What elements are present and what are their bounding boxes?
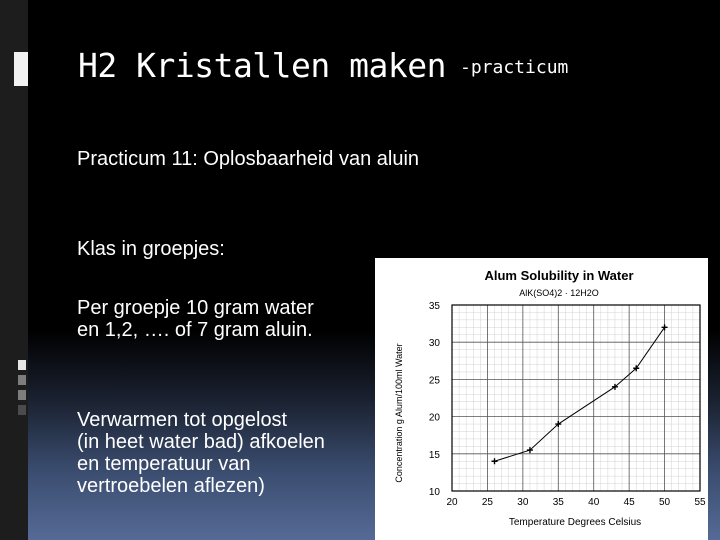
y-tick-label: 15 bbox=[428, 449, 440, 461]
y-tick-label: 35 bbox=[428, 301, 440, 312]
y-tick-label: 20 bbox=[428, 412, 440, 424]
instruction-line-1: Verwarmen tot opgelost bbox=[77, 409, 288, 431]
left-decoration-strip bbox=[0, 0, 28, 540]
x-tick-label: 40 bbox=[588, 497, 600, 508]
y-tick-label: 25 bbox=[428, 375, 440, 387]
decoration-mark bbox=[14, 52, 28, 86]
instruction-line-4: vertroebelen aflezen) bbox=[77, 475, 265, 497]
y-tick-label: 10 bbox=[428, 487, 440, 498]
x-tick-label: 30 bbox=[517, 497, 529, 508]
practicum-line: Practicum 11: Oplosbaarheid van aluin bbox=[77, 148, 420, 170]
decoration-mark bbox=[18, 360, 26, 370]
x-tick-label: 35 bbox=[552, 497, 564, 508]
x-tick-label: 20 bbox=[446, 497, 458, 508]
slide-title bbox=[78, 46, 568, 85]
x-tick-label: 50 bbox=[659, 497, 671, 508]
amount-line-1: Per groepje 10 gram water bbox=[77, 297, 314, 319]
title-subtitle: -practicum bbox=[460, 57, 569, 78]
amount-line-2: en 1,2, …. of 7 gram aluin. bbox=[77, 319, 313, 341]
x-axis-label: Temperature Degrees Celsius bbox=[508, 517, 642, 528]
title-text: H2 Kristallen maken bbox=[78, 46, 446, 85]
chart-title: Alum Solubility in Water bbox=[484, 268, 634, 283]
chart-subtitle: AlK(SO4)2 · 12H2O bbox=[519, 288, 599, 298]
groups-line: Klas in groepjes: bbox=[77, 238, 225, 260]
decoration-mark bbox=[18, 390, 26, 400]
x-tick-label: 45 bbox=[623, 497, 635, 508]
decoration-mark bbox=[18, 375, 26, 385]
instruction-line-2: (in heet water bad) afkoelen bbox=[77, 431, 325, 453]
y-tick-label: 30 bbox=[428, 338, 440, 350]
x-tick-label: 55 bbox=[694, 497, 706, 508]
x-tick-label: 25 bbox=[481, 497, 493, 508]
solubility-chart bbox=[375, 258, 708, 540]
decoration-mark bbox=[18, 405, 26, 415]
instruction-line-3: en temperatuur van bbox=[77, 453, 251, 475]
y-axis-label: Concentration g Alum/100ml Water bbox=[394, 343, 404, 483]
